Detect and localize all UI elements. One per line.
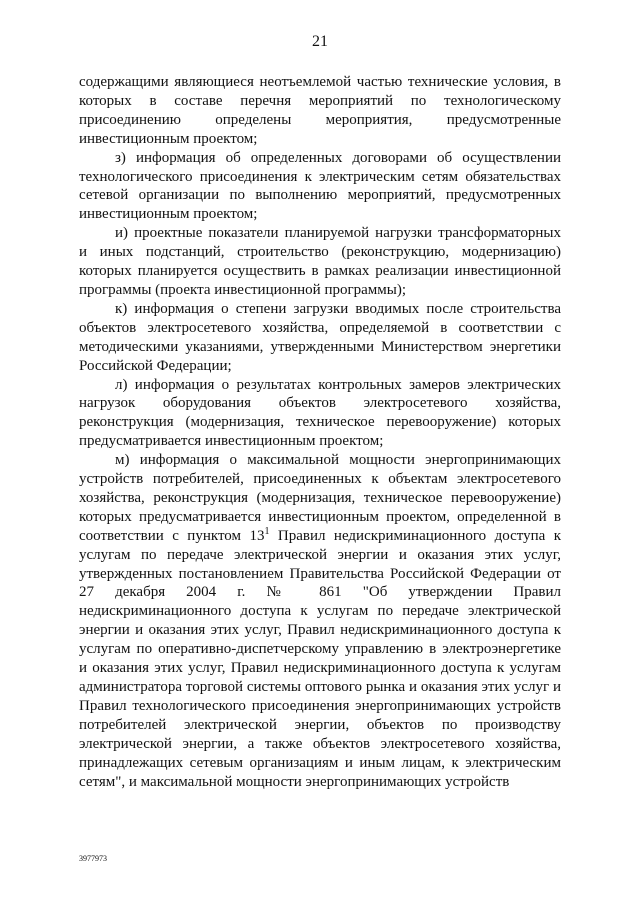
paragraph-l: л) информация о результатах контрольных замеров электрических нагрузок оборудования объектов электросетевого хозяйства, реконструкция (модернизация, техническое перевооружение) которых предусматривается инвестиционным проектом;: [79, 376, 561, 450]
paragraph-m-text-before: м) информация о максимальной мощности энергопринимающих устройств потребителей, присоединенных к объектам электросетевого хозяйства, реконструкция (модернизация, техническое перевооружение) которых предусматривается инвестиционным проектом, определенной в соответствии с пунктом 13: [79, 452, 561, 544]
paragraph-m-text-after: Правил недискриминационного доступа к услугам по передаче электрической энергии и оказания этих услуг, утвержденных постановлением Правительства Российской Федерации от 27 декабря 2004 г. № 861 "Об утверждении Правил недискриминационного доступа к услугам по передаче электрической энергии и оказания этих услуг, Правил недискриминационного доступа к услугам по оперативно-диспетчерскому управлению в электроэнергетике и оказания этих услуг, Правил недискриминационного доступа к услугам администратора торговой системы оптового рынка и оказания этих услуг и Правил технологического присоединения энергопринимающих устройств потребителей электрической энергии, объектов по производству электрической энергии, а также объектов электросетевого хозяйства, принадлежащих сетевым организациям и иным лицам, к электрическим сетям", и максимальной мощности энергопринимающих устройств: [79, 527, 562, 790]
footnote-superscript: 1: [264, 525, 270, 537]
paragraph-k: к) информация о степени загрузки вводимых после строительства объектов электросетевого хозяйства, определяемой в соответствии с методическими указаниями, утвержденными Министерством энергетики Российской Федерации;: [79, 300, 561, 374]
document-code: 3977973: [79, 854, 107, 863]
paragraph-continuation: содержащими являющиеся неотъемлемой частью технические условия, в которых в составе перечня мероприятий по технологическому присоединению определены мероприятия, предусмотренные инвестиционным проектом;: [79, 74, 561, 147]
paragraph-z: з) информация об определенных договорами об осуществлении технологического присоединения к электрическим сетям обязательствах сетевой организации по выполнению мероприятий, предусмотренных инвестиционным проектом;: [79, 149, 561, 223]
page-number: 21: [312, 33, 328, 50]
paragraph-i: и) проектные показатели планируемой нагрузки трансформаторных и иных подстанций, строительство (реконструкцию, модернизацию) которых планируется осуществить в рамках реализации инвестиционной программы (проекта инвестиционной программы);: [79, 225, 561, 298]
paragraph-m: [79, 451, 561, 791]
document-body: [79, 73, 561, 791]
